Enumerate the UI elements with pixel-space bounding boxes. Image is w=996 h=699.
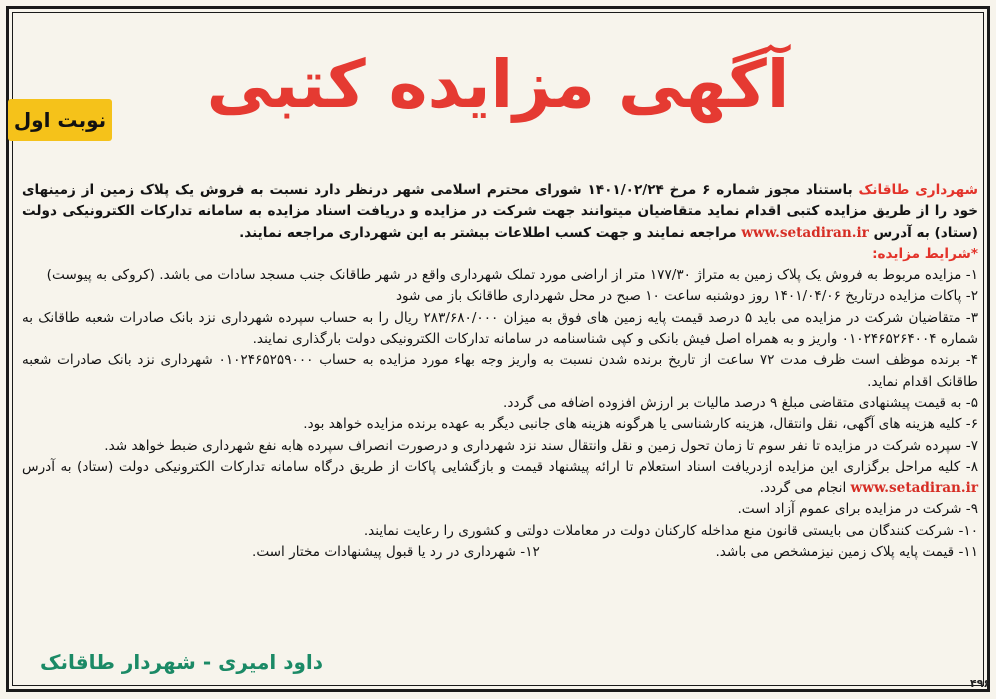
condition-item: ۱- مزایده مربوط به فروش یک پلاک زمین به متراژ ۱۷۷/۳۰ متر از اراضی مورد تملک شهرداری واقع در شهر طاقانک جنب مسجد سادات می باشد. (کروکی به پیوست) [46, 267, 978, 284]
intro-text-1: باستناد مجوز شماره ۶ مرخ ۱۴۰۱/۰۲/۲۴ شورای محترم اسلامی شهر درنظر دارد نسبت به فروش یک پلاک زمین از زمینهای خود را از طریق مزایده کتبی اقدام نماید متقاضیان میتوانند جهت شرکت در مزایده و دریافت اسناد مزایده به سامانه تدارکات الکترونیکی دولت (ستاد) به آدرس [22, 182, 978, 241]
condition-item: ۴- برنده موظف است ظرف مدت ۷۲ ساعت از تاریخ برنده شدن نسبت به واریز وجه بهاء مورد مزایده به حساب ۰۱۰۲۴۶۵۲۵۹۰۰۰ شهرداری نزد بانک صادرات شعبه طاقانک اقدام نماید. [22, 352, 978, 390]
setad-link[interactable]: www.setadiran.ir [741, 224, 869, 241]
ad-body [22, 180, 978, 563]
org-name: شهرداری طاقانک [858, 182, 978, 198]
condition-item: ۹- شرکت در مزایده برای عموم آزاد است. [737, 501, 978, 518]
condition-8-text-2: انجام می گردد. [759, 480, 851, 497]
condition-item: ۱۱- قیمت پایه پلاک زمین نیزمشخص می باشد. [715, 544, 978, 561]
first-publication-badge: نوبت اول [8, 99, 112, 141]
intro-paragraph [22, 180, 978, 244]
conditions-heading: *شرایط مزایده: [872, 245, 978, 262]
condition-item: ۳- متقاضیان شرکت در مزایده می باید ۵ درصد قیمت پایه زمین های فوق به میزان ۲۸۳/۶۸۰/۰۰۰ ریال را به حساب سپرده شهرداری نزد بانک صادرات شعبه طاقانک به شماره ۰۱۰۲۴۶۵۲۶۴۰۰۴ واریز و به همراه اصل فیش بانکی و کپی شناسنامه در سامانه تدارکات الکترونیکی دولت بارگذاری نمایند. [22, 309, 978, 348]
condition-item: ۲- پاکات مزایده درتاریخ ۱۴۰۱/۰۴/۰۶ روز دوشنبه ساعت ۱۰ صبح در محل شهرداری طاقانک باز می شود [395, 288, 978, 305]
condition-item: ۵- به قیمت پیشنهادی متقاضی مبلغ ۹ درصد مالیات بر ارزش افزوده اضافه می گردد. [503, 394, 978, 411]
mayor-signature: داود امیری - شهردار طاقانک [40, 650, 324, 674]
last-conditions-row [22, 542, 978, 563]
condition-item [22, 457, 978, 500]
condition-item: ۶- کلیه هزینه های آگهی، نقل وانتقال، هزینه کارشناسی یا هرگونه هزینه های جانبی دیگر به عهده برنده مزایده خواهد بود. [303, 416, 978, 433]
condition-8-text-1: ۸- کلیه مراحل برگزاری این مزایده ازدریافت اسناد استعلام تا ارائه پیشنهاد قیمت و بازگشایی پاکات از طریق درگاه سامانه تدارکات الکترونیکی دولت (ستاد) به آدرس [22, 458, 978, 475]
page-number: ۴۹۶ [970, 677, 991, 690]
condition-item: ۱۰- شرکت کنندگان می بایستی قانون منع مداخله کارکنان دولت در معاملات دولتی و کشوری را رعایت نمایند. [363, 522, 978, 539]
setad-link[interactable]: www.setadiran.ir [850, 480, 978, 497]
ad-title: آگهی مزایده کتبی [206, 46, 790, 123]
condition-item: ۷- سپرده شرکت در مزایده تا نفر سوم تا زمان تحول زمین و نقل وانتقال سند نزد شهرداری و درصورت انصراف سپرده هابه نفع شهرداری ضبط خواهد شد. [104, 437, 978, 454]
condition-item: ۱۲- شهرداری در رد یا قبول پیشنهادات مختار است. [252, 544, 540, 561]
intro-text-2: مراجعه نمایند و جهت کسب اطلاعات بیشتر به این شهرداری مراجعه نمایند. [239, 224, 742, 241]
